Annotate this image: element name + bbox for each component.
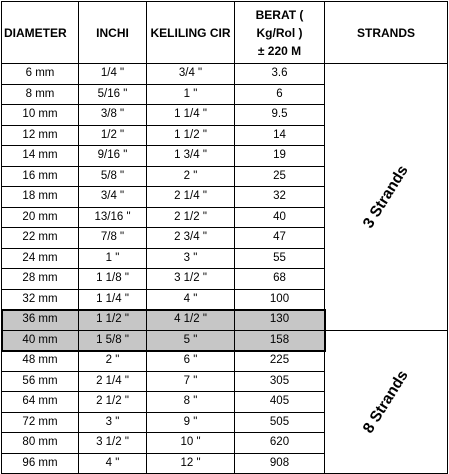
cell-keliling: 3 " (147, 248, 235, 269)
cell-diameter: 20 mm (2, 207, 79, 228)
cell-berat: 40 (235, 207, 325, 228)
cell-keliling: 10 " (147, 433, 235, 454)
cell-inchi: 5/16 " (79, 84, 147, 105)
cell-diameter: 16 mm (2, 166, 79, 187)
cell-inchi: 13/16 " (79, 207, 147, 228)
cell-berat: 19 (235, 146, 325, 167)
cell-diameter: 48 mm (2, 351, 79, 372)
cell-diameter: 96 mm (2, 453, 79, 474)
cell-inchi: 2 " (79, 351, 147, 372)
cell-inchi: 3/8 " (79, 105, 147, 126)
cell-inchi: 7/8 " (79, 228, 147, 249)
cell-berat: 55 (235, 248, 325, 269)
cell-inchi: 2 1/4 " (79, 371, 147, 392)
cell-berat: 68 (235, 269, 325, 290)
cell-berat: 100 (235, 289, 325, 310)
cell-inchi: 1 1/8 " (79, 269, 147, 290)
cell-berat: 25 (235, 166, 325, 187)
cell-inchi: 2 1/2 " (79, 392, 147, 413)
cell-diameter: 28 mm (2, 269, 79, 290)
cell-inchi: 1/2 " (79, 125, 147, 146)
header-berat-line2: Kg/Rol ) (256, 25, 303, 40)
cell-keliling: 12 " (147, 453, 235, 474)
cell-inchi: 3/4 " (79, 187, 147, 208)
cell-inchi: 1 " (79, 248, 147, 269)
cell-keliling: 2 1/4 " (147, 187, 235, 208)
cell-diameter: 80 mm (2, 433, 79, 454)
cell-diameter: 8 mm (2, 84, 79, 105)
header-strands: STRANDS (325, 2, 448, 64)
cell-keliling: 9 " (147, 412, 235, 433)
cell-diameter: 72 mm (2, 412, 79, 433)
strand-group-cell (325, 64, 448, 331)
cell-diameter: 32 mm (2, 289, 79, 310)
cell-keliling: 5 " (147, 330, 235, 351)
cell-diameter: 12 mm (2, 125, 79, 146)
cell-diameter: 6 mm (2, 64, 79, 85)
cell-keliling: 6 " (147, 351, 235, 372)
cell-diameter: 18 mm (2, 187, 79, 208)
cell-diameter: 40 mm (2, 330, 79, 351)
strand-group-cell (325, 330, 448, 474)
cell-inchi: 1 1/4 " (79, 289, 147, 310)
cell-keliling: 3/4 " (147, 64, 235, 85)
cell-inchi: 4 " (79, 453, 147, 474)
cell-berat: 505 (235, 412, 325, 433)
table-row (2, 330, 448, 351)
cell-inchi: 3 1/2 " (79, 433, 147, 454)
cell-inchi: 3 " (79, 412, 147, 433)
cell-berat: 3.6 (235, 64, 325, 85)
table-body (2, 64, 448, 474)
header-berat-line3: ± 220 M (257, 43, 302, 58)
header-berat-line1: BERAT ( (255, 7, 304, 22)
cell-berat: 908 (235, 453, 325, 474)
cell-inchi: 1 5/8 " (79, 330, 147, 351)
cell-inchi: 9/16 " (79, 146, 147, 167)
cell-berat: 158 (235, 330, 325, 351)
strand-group-label: 8 Strands (359, 367, 412, 437)
strand-group-label: 3 Strands (359, 162, 412, 232)
header-keliling: KELILING CIR (147, 2, 235, 64)
cell-keliling: 2 1/2 " (147, 207, 235, 228)
cell-berat: 47 (235, 228, 325, 249)
cell-berat: 130 (235, 310, 325, 331)
cell-keliling: 8 " (147, 392, 235, 413)
header-diameter: DIAMETER (2, 2, 79, 64)
cell-berat: 405 (235, 392, 325, 413)
cell-berat: 32 (235, 187, 325, 208)
cell-keliling: 4 " (147, 289, 235, 310)
cell-diameter: 22 mm (2, 228, 79, 249)
header-inchi: INCHI (79, 2, 147, 64)
cell-berat: 620 (235, 433, 325, 454)
cell-diameter: 36 mm (2, 310, 79, 331)
cell-keliling: 2 " (147, 166, 235, 187)
cell-diameter: 64 mm (2, 392, 79, 413)
cell-keliling: 2 3/4 " (147, 228, 235, 249)
table-row (2, 64, 448, 85)
cell-keliling: 1 1/4 " (147, 105, 235, 126)
cell-keliling: 7 " (147, 371, 235, 392)
cell-berat: 305 (235, 371, 325, 392)
cell-keliling: 4 1/2 " (147, 310, 235, 331)
cell-berat: 225 (235, 351, 325, 372)
cell-keliling: 3 1/2 " (147, 269, 235, 290)
rope-spec-table (1, 1, 448, 474)
cell-inchi: 1 1/2 " (79, 310, 147, 331)
cell-keliling: 1 3/4 " (147, 146, 235, 167)
cell-berat: 6 (235, 84, 325, 105)
cell-keliling: 1 1/2 " (147, 125, 235, 146)
header-berat (235, 2, 325, 64)
cell-diameter: 56 mm (2, 371, 79, 392)
cell-inchi: 1/4 " (79, 64, 147, 85)
cell-keliling: 1 " (147, 84, 235, 105)
cell-berat: 14 (235, 125, 325, 146)
cell-berat: 9.5 (235, 105, 325, 126)
cell-inchi: 5/8 " (79, 166, 147, 187)
cell-diameter: 24 mm (2, 248, 79, 269)
cell-diameter: 10 mm (2, 105, 79, 126)
header-row (2, 2, 448, 64)
cell-diameter: 14 mm (2, 146, 79, 167)
